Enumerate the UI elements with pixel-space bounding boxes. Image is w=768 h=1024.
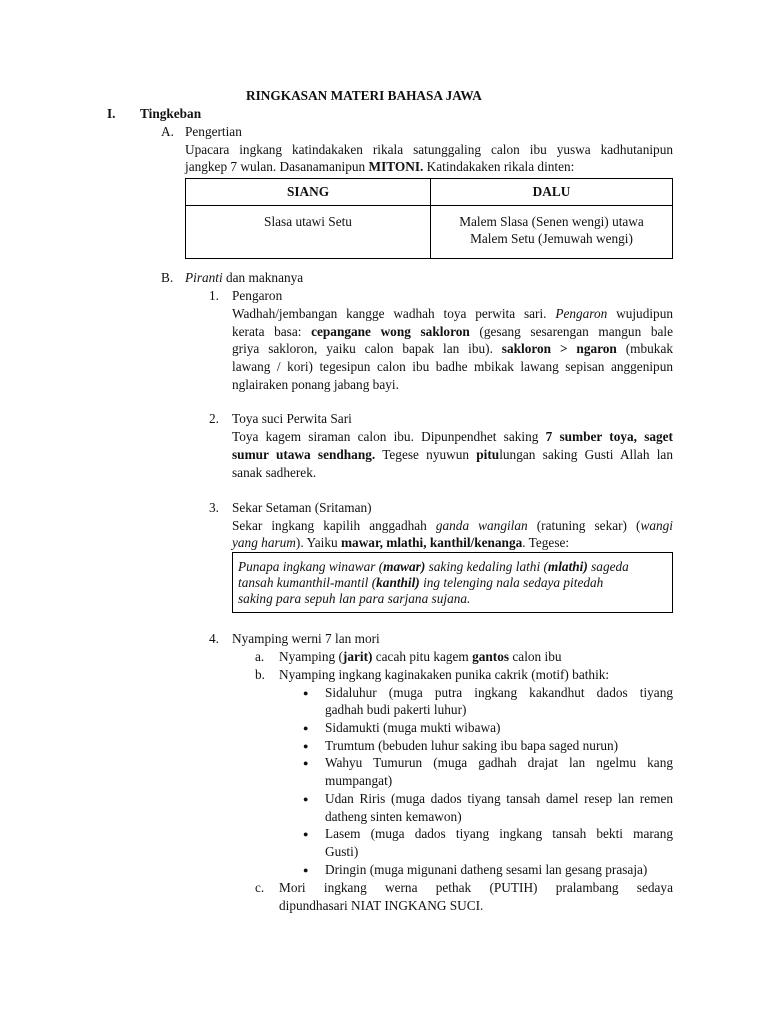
item-3-number: 3. [209, 500, 219, 515]
item-1-line-3: griya sakloron, yaiku calon bapak lan ibu). sakloron > ngaron (mbukak [232, 341, 674, 356]
motif-wahyu-line-2: mumpangat) [325, 773, 393, 788]
item-1-line-4: lawang / kori) tegesipun calon ibu badhe mbikak lawang sepisan anggenipun [232, 359, 673, 374]
item-4b-label: b. [255, 667, 265, 682]
bullet-icon: ● [303, 758, 309, 768]
table-header-siang: SIANG [186, 179, 431, 206]
table-cell-siang: Slasa utawi Setu [186, 206, 431, 259]
item-4a-text: Nyamping (jarit) cacah pitu kagem gantos calon ibu [279, 649, 562, 664]
quote-line-1: Punapa ingkang winawar (mawar) saking kedaling lathi (mlathi) sageda [238, 559, 629, 574]
motif-trumtum: Trumtum (bebuden luhur saking ibu bapa saged nurun) [325, 738, 619, 753]
motif-sidaluhur-line-2: gadhah budi pakerti luhur) [325, 702, 467, 717]
item-4b-text: Nyamping ingkang kaginakaken punika cakrik (motif) bathik: [279, 667, 610, 682]
quote-line-2: tansah kumanthil-mantil (kanthil) ing telenging nala sedaya pitedah [238, 575, 604, 590]
item-3-line-2: yang harum). Yaiku mawar, mlathi, kanthil/kenanga. Tegese: [232, 535, 570, 550]
motif-sidamukti: Sidamukti (muga mukti wibawa) [325, 720, 501, 735]
motif-udan-riris-line-2: datheng sinten kemawon) [325, 809, 462, 824]
bullet-icon: ● [303, 794, 309, 804]
subsection-b-heading: Piranti dan maknanya [185, 270, 304, 285]
table-header-dalu: DALU [431, 179, 673, 206]
motif-wahyu-line-1: Wahyu Tumurun (muga gadhah drajat lan ngelmu kang [325, 755, 673, 770]
item-1-line-2: kerata basa: cepangane wong sakloron (gesang sesarengan mangun bale [232, 324, 674, 339]
item-1-number: 1. [209, 288, 219, 303]
subsection-a-heading: Pengertian [185, 124, 242, 139]
item-4a-label: a. [255, 649, 265, 664]
item-4-number: 4. [209, 631, 219, 646]
item-3-title: Sekar Setaman (Sritaman) [232, 500, 372, 515]
motif-sidaluhur-line-1: Sidaluhur (muga putra ingkang kakandhut dados tiyang [325, 685, 673, 700]
motif-dringin: Dringin (muga migunani datheng sesami lan gesang prasaja) [325, 862, 648, 877]
item-4c-line-2: dipundhasari NIAT INGKANG SUCI. [279, 898, 484, 913]
table-cell-dalu: Malem Slasa (Senen wengi) utawa Malem Setu (Jemuwah wengi) [431, 206, 673, 259]
item-4c-label: c. [255, 880, 265, 895]
section-heading: Tingkeban [140, 106, 202, 121]
bullet-icon: ● [303, 723, 309, 733]
motif-lasem-line-1: Lasem (muga dados tiyang ingkang tansah bekti marang [325, 826, 673, 841]
schedule-table [185, 178, 673, 259]
bullet-icon: ● [303, 829, 309, 839]
bullet-icon: ● [303, 688, 309, 698]
item-2-line-1: Toya kagem siraman calon ibu. Dipunpendhet saking 7 sumber toya, saget [232, 429, 673, 444]
item-4-title: Nyamping werni 7 lan mori [232, 631, 380, 646]
item-1-line-5: nglairaken ponang jabang bayi. [232, 377, 399, 392]
motif-lasem-line-2: Gusti) [325, 844, 359, 859]
bullet-icon: ● [303, 865, 309, 875]
motif-udan-riris-line-1: Udan Riris (muga dados tiyang tansah damel resep lan remen [325, 791, 673, 806]
document-title: RINGKASAN MATERI BAHASA JAWA [246, 88, 482, 103]
item-2-line-3: sanak sadherek. [232, 465, 317, 480]
section-number: I. [107, 106, 116, 121]
subsection-b-label: B. [161, 270, 174, 285]
item-2-title: Toya suci Perwita Sari [232, 411, 352, 426]
item-2-number: 2. [209, 411, 219, 426]
item-1-line-1: Wadhah/jembangan kangge wadhah toya perwita sari. Pengaron wujudipun [232, 306, 673, 321]
item-2-line-2: sumur utawa sendhang. Tegese nyuwun pitulungan saking Gusti Allah lan [232, 447, 673, 462]
definition-line-2: jangkep 7 wulan. Dasanamanipun MITONI. Katindakaken rikala dinten: [185, 159, 575, 174]
quote-line-3: saking para sepuh lan para sarjana sujana. [238, 591, 471, 606]
item-4c-line-1: Mori ingkang werna pethak (PUTIH) pralambang sedaya [279, 880, 673, 895]
item-1-title: Pengaron [232, 288, 283, 303]
definition-line-1: Upacara ingkang katindakaken rikala satunggaling calon ibu yuswa kadhutanipun [185, 142, 673, 157]
bullet-icon: ● [303, 741, 309, 751]
subsection-a-label: A. [161, 124, 174, 139]
item-3-line-1: Sekar ingkang kapilih anggadhah ganda wangilan (ratuning sekar) (wangi [232, 518, 673, 533]
